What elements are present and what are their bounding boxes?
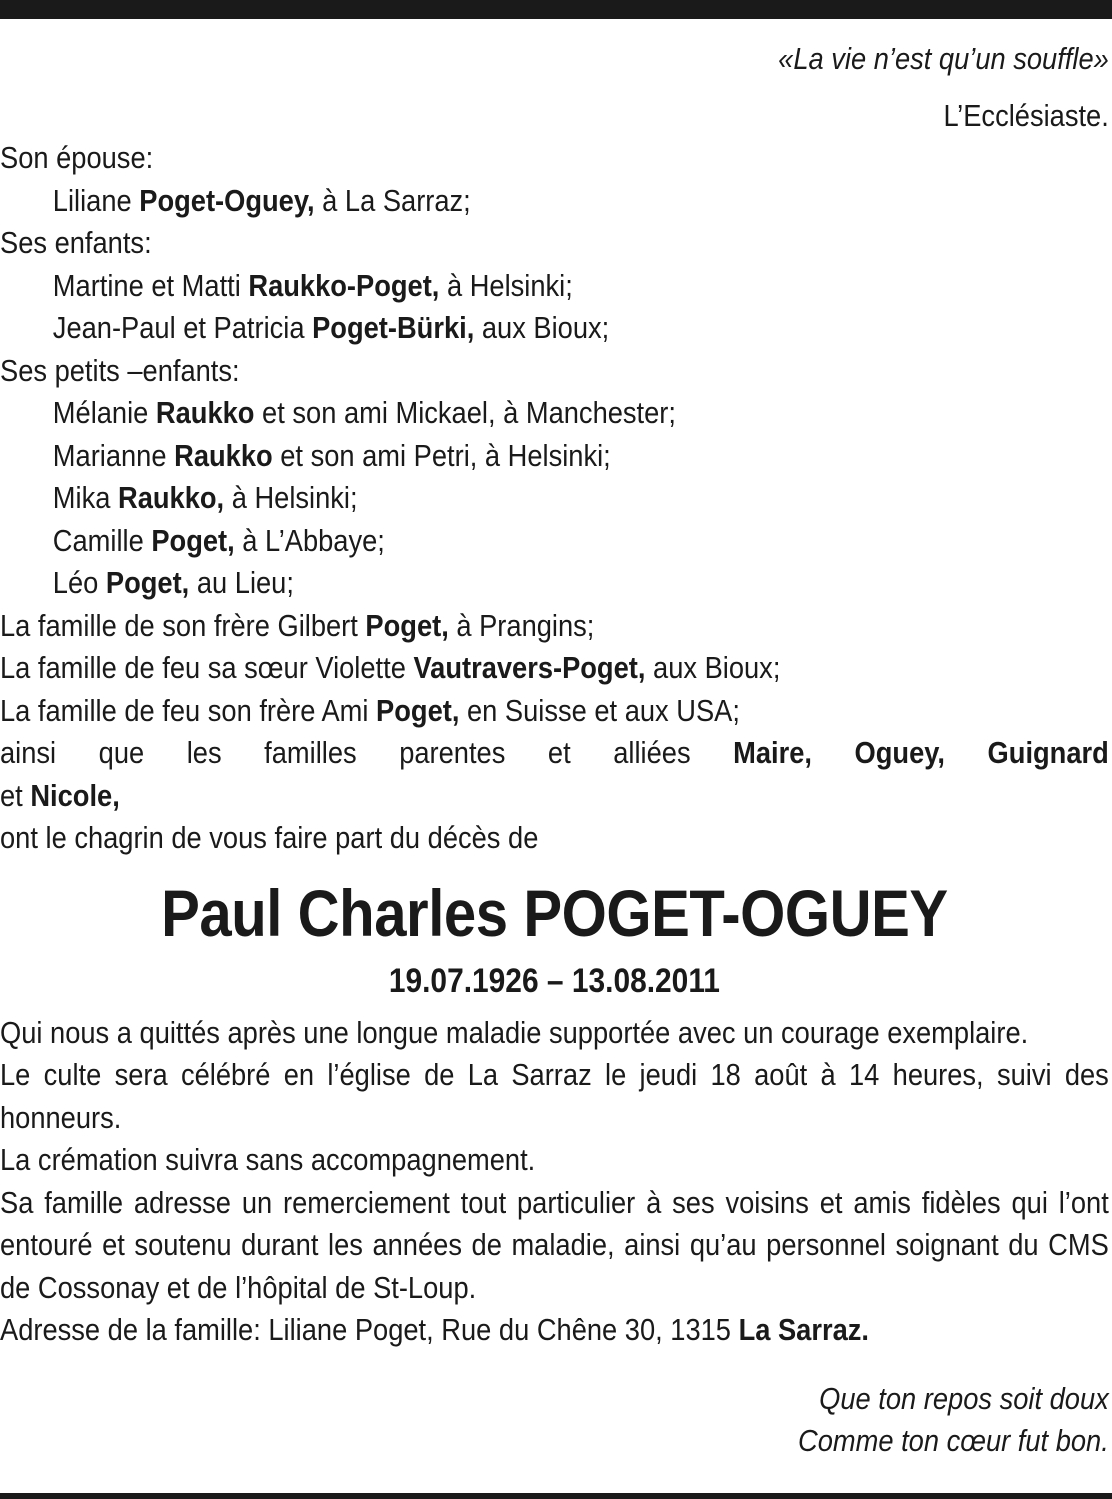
family-entry: Marianne Raukko et son ami Petri, à Helsinki; xyxy=(52,437,611,473)
family-entry: Mélanie Raukko et son ami Mickael, à Manchester; xyxy=(52,395,676,430)
body-paragraph: Qui nous a quittés après une longue maladie supportée avec un courage exemplaire. xyxy=(0,1014,1029,1050)
announcement: ont le chagrin de vous faire part du décès de xyxy=(0,820,539,855)
deceased-dates: 19.07.1926 – 13.08.2011 xyxy=(388,961,720,1000)
body-paragraph: Le culte sera célébré en l’église de La Sarraz le jeudi 18 août à 14 heures, suivi des honneurs. xyxy=(0,1057,1109,1135)
family-line: La famille de son frère Gilbert Poget, à Prangins; xyxy=(0,607,595,643)
closing-line: Comme ton cœur fut bon. xyxy=(797,1423,1109,1458)
bottom-rule xyxy=(0,1493,1112,1499)
allies-line-1: ainsi que les familles parentes et alliées Maire, Oguey, Guignard xyxy=(0,735,1109,770)
body-paragraph: La crémation suivra sans accompagnement. xyxy=(0,1142,536,1177)
family-heading: Ses enfants: xyxy=(0,225,152,260)
body-paragraph: Sa famille adresse un remerciement tout particulier à ses voisins et amis fidèles qui l’ont entouré et soutenu durant les années de maladie, ainsi qu’au personnel soignant du CMS de Cossonay et de l’hôpital de St-Loup. xyxy=(0,1184,1109,1305)
top-rule xyxy=(0,0,1112,19)
obituary-notice xyxy=(0,38,1109,1463)
family-entry: Camille Poget, à L’Abbaye; xyxy=(52,522,385,558)
family-entry: Liliane Poget-Oguey, à La Sarraz; xyxy=(52,182,471,218)
family-entry: Jean-Paul et Patricia Poget-Bürki, aux Bioux; xyxy=(52,310,610,345)
epigraph-source: L’Ecclésiaste. xyxy=(943,97,1109,133)
family-entry: Mika Raukko, à Helsinki; xyxy=(52,480,358,515)
family-list xyxy=(0,137,1109,732)
family-heading: Ses petits –enfants: xyxy=(0,352,240,388)
family-address: Adresse de la famille: Liliane Poget, Rue du Chêne 30, 1315 La Sarraz. xyxy=(0,1312,869,1347)
closing-line: Que ton repos soit doux xyxy=(819,1380,1109,1416)
family-line: La famille de feu son frère Ami Poget, en Suisse et aux USA; xyxy=(0,692,740,728)
family-entry: Martine et Matti Raukko-Poget, à Helsinki; xyxy=(52,267,573,303)
epigraph-quote: «La vie n’est qu’un souffle» xyxy=(778,41,1109,76)
allies-line-2: et Nicole, xyxy=(0,777,120,813)
deceased-name: Paul Charles POGET-OGUEY xyxy=(161,875,948,950)
family-line: La famille de feu sa sœur Violette Vautravers-Poget, aux Bioux; xyxy=(0,650,781,685)
family-heading: Son épouse: xyxy=(0,140,154,175)
closing-verse xyxy=(0,1378,1109,1463)
family-entry: Léo Poget, au Lieu; xyxy=(52,565,294,600)
